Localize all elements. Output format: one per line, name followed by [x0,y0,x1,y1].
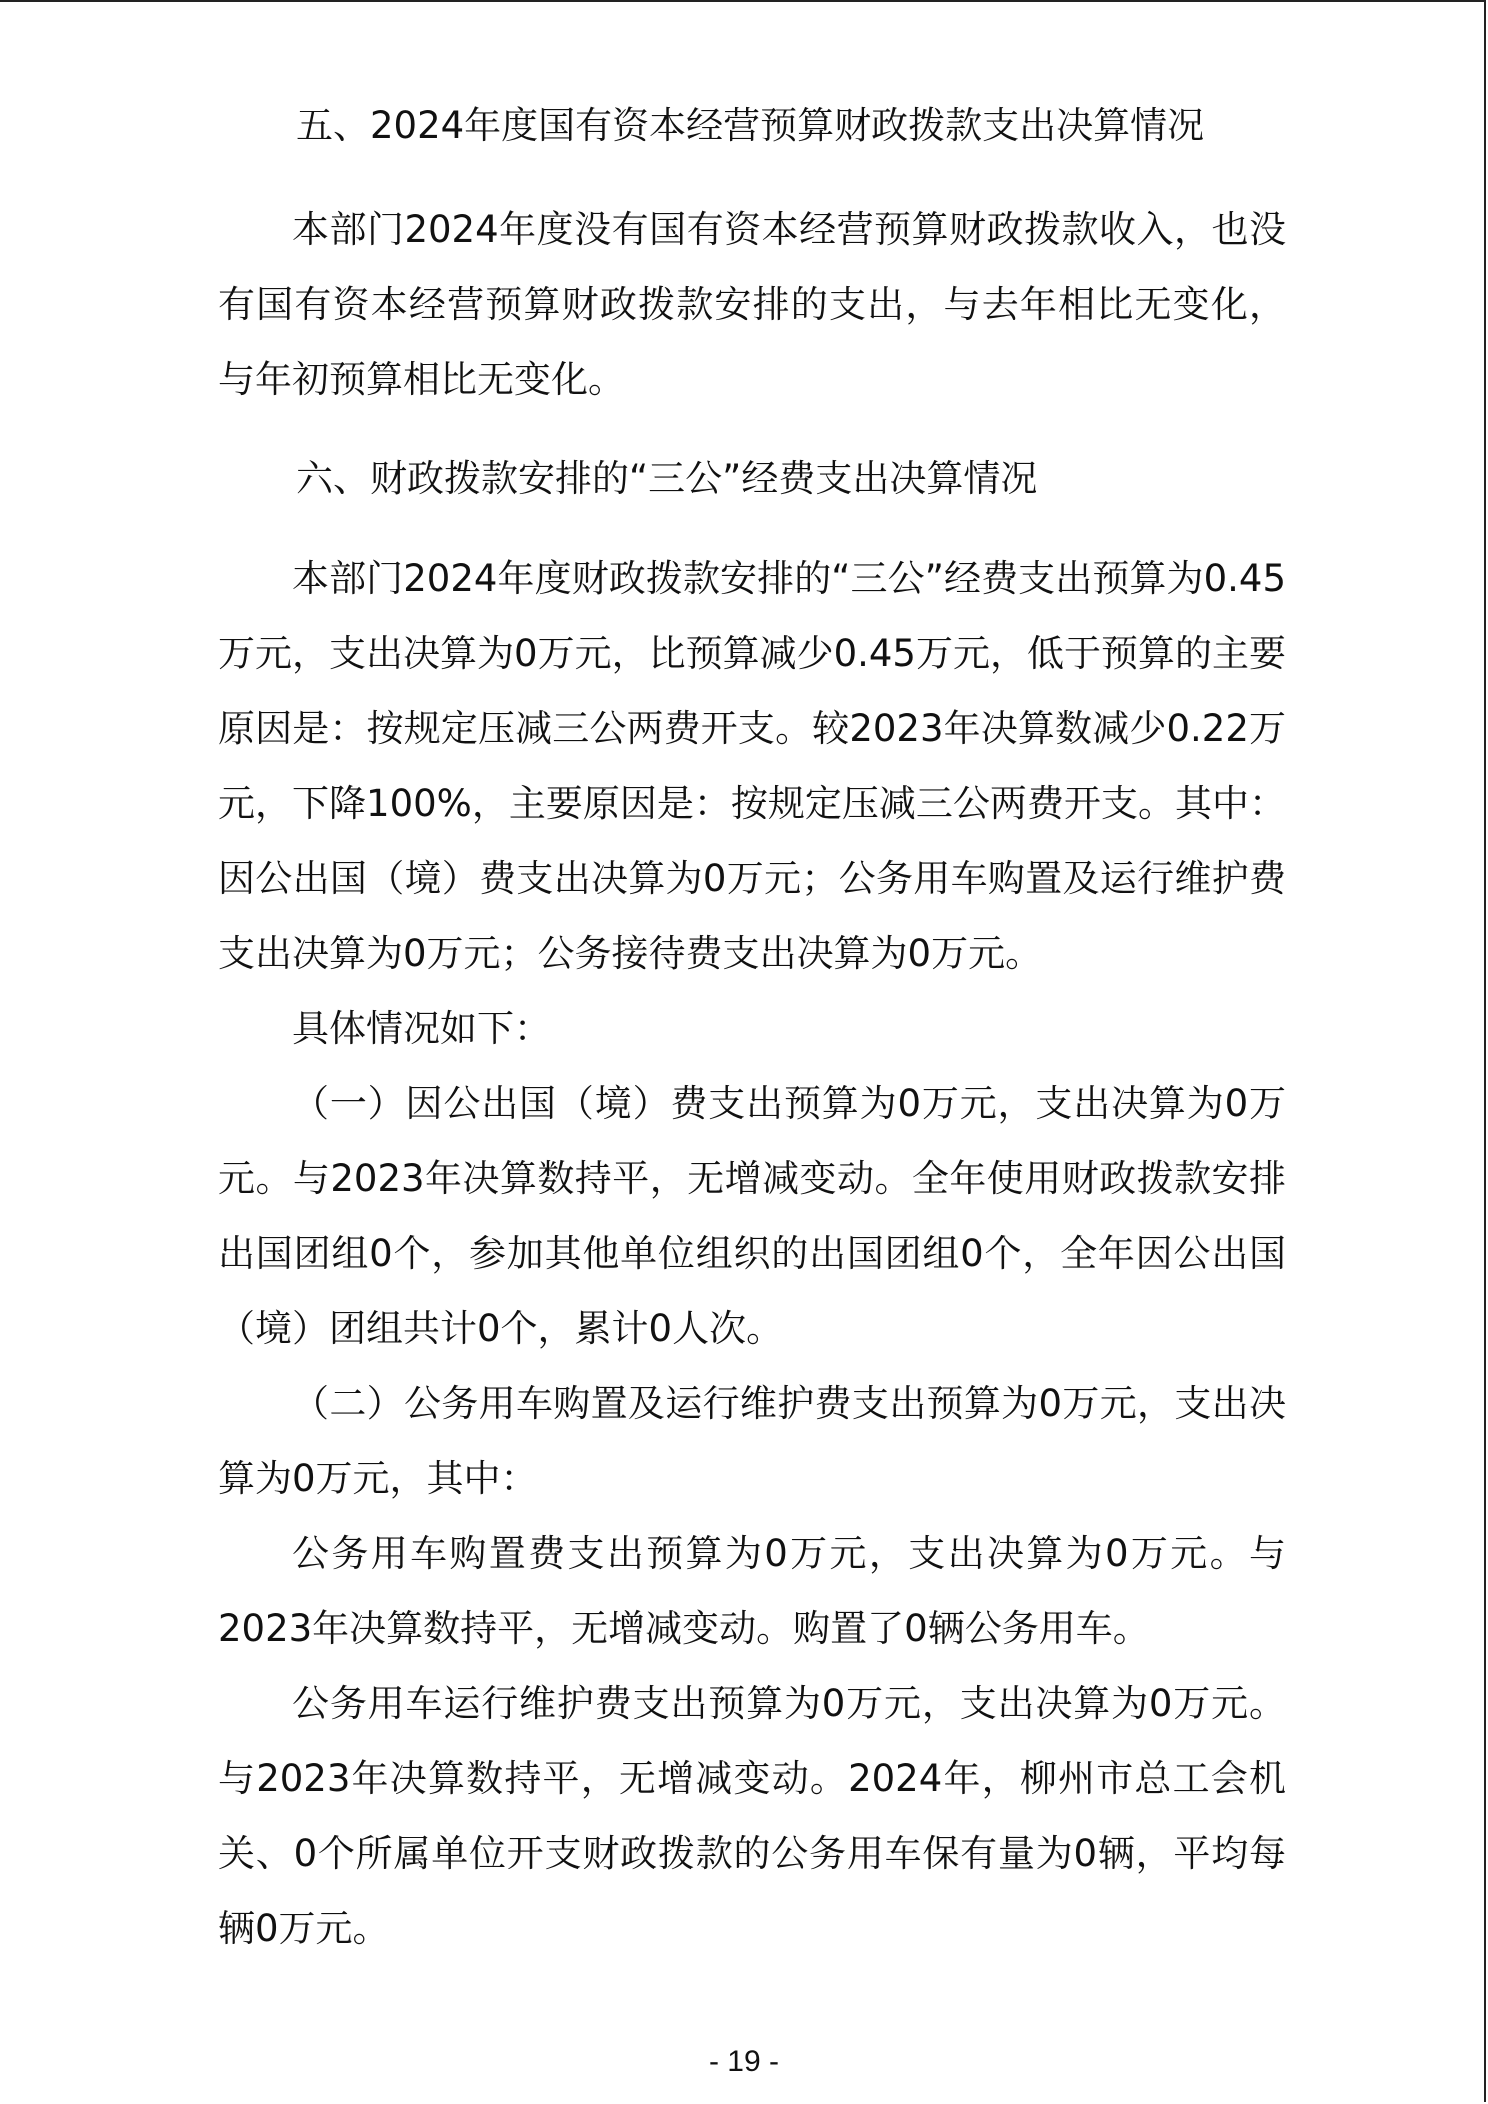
section-6-paragraph-3: （一）因公出国（境）费支出预算为0万元，支出决算为0万元。与2023年决算数持平，无增减变动。全年使用财政拨款安排出国团组0个，参加其他单位组织的出国团组0个，全年因公出国（境）团组共计0个，累计0人次。 [218,1082,1286,1350]
section-5-paragraph: 本部门2024年度没有国有资本经营预算财政拨款收入，也没有国有资本经营预算财政拨款安排的支出，与去年相比无变化，与年初预算相比无变化。 [218,208,1286,401]
section-6-heading: 六、财政拨款安排的“三公”经费支出决算情况 [296,457,1038,500]
section-6-paragraph-1: 本部门2024年度财政拨款安排的“三公”经费支出预算为0.45万元，支出决算为0万元，比预算减少0.45万元，低于预算的主要原因是：按规定压减三公两费开支。较2023年决算数减少0.22万元，下降100%，主要原因是：按规定压减三公两费开支。其中：因公出国（境）费支出决算为0万元；公务用车购置及运行维护费支出决算为0万元；公务接待费支出决算为0万元。 [218,557,1286,975]
section-6-paragraph-4: （二）公务用车购置及运行维护费支出预算为0万元，支出决算为0万元，其中： [218,1382,1286,1500]
section-6-paragraph-5: 公务用车购置费支出预算为0万元，支出决算为0万元。与2023年决算数持平，无增减变动。购置了0辆公务用车。 [218,1532,1286,1650]
section-5-heading: 五、2024年度国有资本经营预算财政拨款支出决算情况 [296,104,1205,147]
document-body [218,98,1286,1966]
section-6-paragraph-6: 公务用车运行维护费支出预算为0万元，支出决算为0万元。与2023年决算数持平，无增减变动。2024年，柳州市总工会机关、0个所属单位开支财政拨款的公务用车保有量为0辆，平均每辆0万元。 [218,1682,1286,1950]
section-6-paragraph-2: 具体情况如下： [292,1007,551,1050]
page-number: - 19 - [708,2045,780,2078]
